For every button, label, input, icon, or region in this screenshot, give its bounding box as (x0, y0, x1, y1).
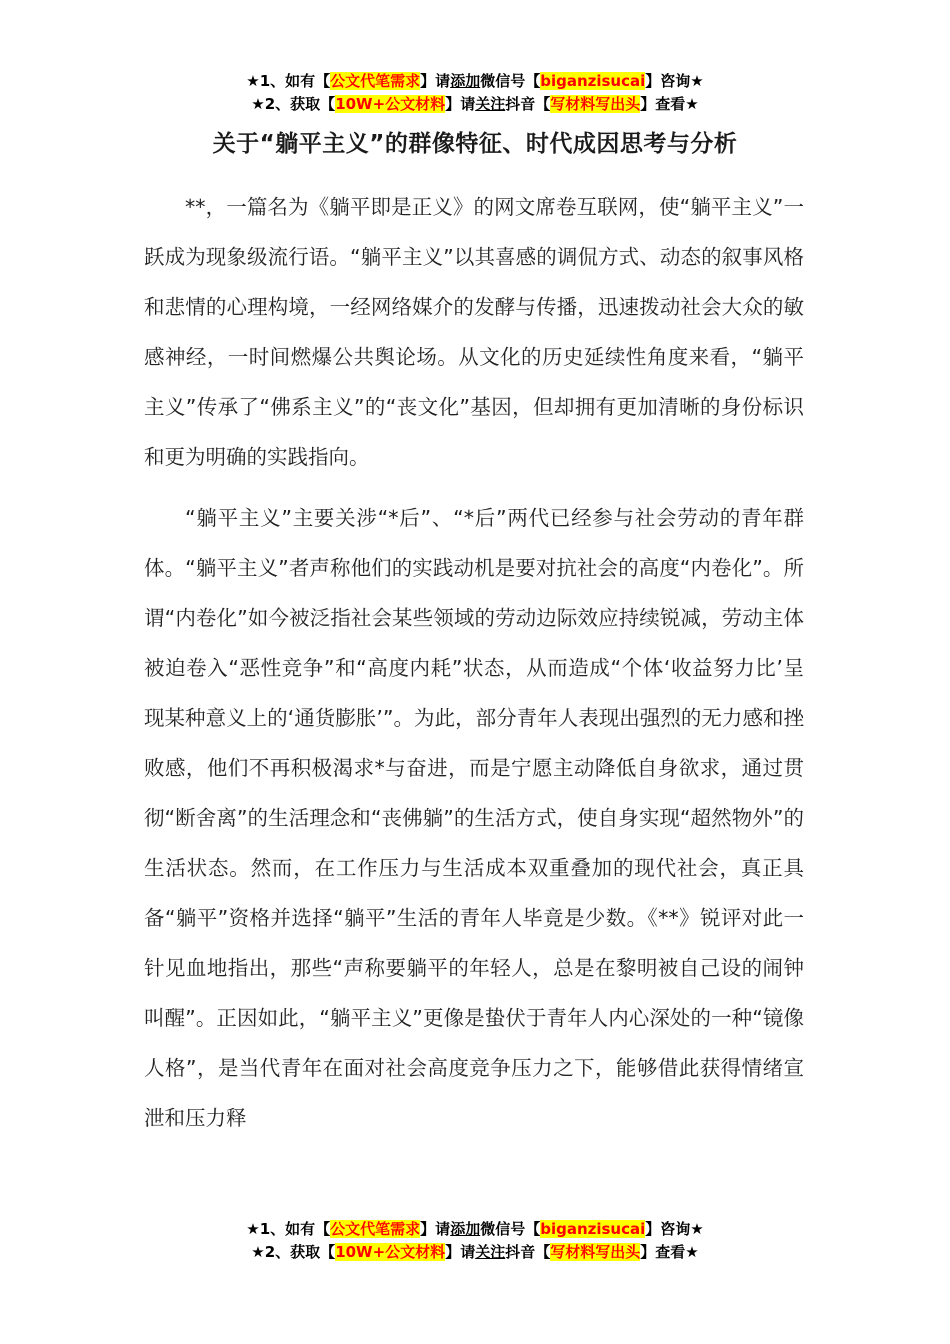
banner-text: 】请 (445, 1243, 476, 1261)
banner-highlight: biganzisucai (540, 1220, 646, 1238)
banner-text: 】请 (420, 1220, 451, 1238)
banner-highlight: 10W+公文材料 (335, 95, 446, 113)
banner-underline: 关注 (475, 95, 506, 113)
banner-text: ★1、如有【 (246, 1220, 331, 1238)
banner-text: 】请 (420, 72, 451, 90)
banner-line-1 (0, 1218, 950, 1241)
banner-highlight: 公文代笔需求 (330, 72, 421, 90)
banner-highlight: 公文代笔需求 (330, 1220, 421, 1238)
banner-line-1 (0, 70, 950, 93)
banner-text: 】查看★ (640, 1243, 699, 1261)
banner-text: ★2、获取【 (251, 1243, 336, 1261)
banner-text: 】咨询★ (645, 1220, 704, 1238)
banner-highlight: 写材料写出头 (550, 1243, 641, 1261)
banner-underline: 添加 (450, 1220, 481, 1238)
banner-highlight: 写材料写出头 (550, 95, 641, 113)
banner-text: 微信号【 (480, 72, 541, 90)
banner-text: 抖音【 (505, 95, 551, 113)
footer-banner (0, 1218, 950, 1264)
banner-underline: 添加 (450, 72, 481, 90)
banner-text: 】查看★ (640, 95, 699, 113)
paragraph-2: “躺平主义”主要关涉“*后”、“*后”两代已经参与社会劳动的青年群体。“躺平主义”者声称他们的实践动机是要对抗社会的高度“内卷化”。所谓“内卷化”如今被泛指社会某些领域的劳动边际效应持续锐减，劳动主体被迫卷入“恶性竞争”和“高度内耗”状态，从而造成“个体‘收益努力比’呈现某种意义上的‘通货膨胀’”。为此，部分青年人表现出强烈的无力感和挫败感，他们不再积极渴求*与奋进，而是宁愿主动降低自身欲求，通过贯彻“断舍离”的生活理念和“丧佛躺”的生活方式，使自身实现“超然物外”的生活状态。然而，在工作压力与生活成本双重叠加的现代社会，真正具备“躺平”资格并选择“躺平”生活的青年人毕竟是少数。《**》锐评对此一针见血地指出，那些“声称要躺平的年轻人，总是在黎明被自己设的闹钟叫醒”。正因如此，“躺平主义”更像是蛰伏于青年人内心深处的一种“镜像人格”，是当代青年在面对社会高度竞争压力之下，能够借此获得情绪宣泄和压力释 (144, 506, 804, 1130)
paragraph-1: **，一篇名为《躺平即是正义》的网文席卷互联网，使“躺平主义”一跃成为现象级流行语。“躺平主义”以其喜感的调侃方式、动态的叙事风格和悲情的心理构境，一经网络媒介的发酵与传播，迅速拨动社会大众的敏感神经，一时间燃爆公共舆论场。从文化的历史延续性角度来看，“躺平主义”传承了“佛系主义”的“丧文化”基因，但却拥有更加清晰的身份标识和更为明确的实践指向。 (144, 195, 804, 469)
banner-text: 微信号【 (480, 1220, 541, 1238)
banner-text: ★1、如有【 (246, 72, 331, 90)
banner-line-2 (0, 1241, 950, 1264)
banner-text: ★2、获取【 (251, 95, 336, 113)
banner-underline: 关注 (475, 1243, 506, 1261)
document-body (144, 182, 804, 1154)
document-title: 关于“躺平主义”的群像特征、时代成因思考与分析 (212, 131, 738, 157)
banner-highlight: 10W+公文材料 (335, 1243, 446, 1261)
banner-line-2 (0, 93, 950, 116)
header-banner (0, 70, 950, 116)
banner-text: 】请 (445, 95, 476, 113)
banner-text: 抖音【 (505, 1243, 551, 1261)
banner-text: 】咨询★ (645, 72, 704, 90)
banner-highlight: biganzisucai (540, 72, 646, 90)
